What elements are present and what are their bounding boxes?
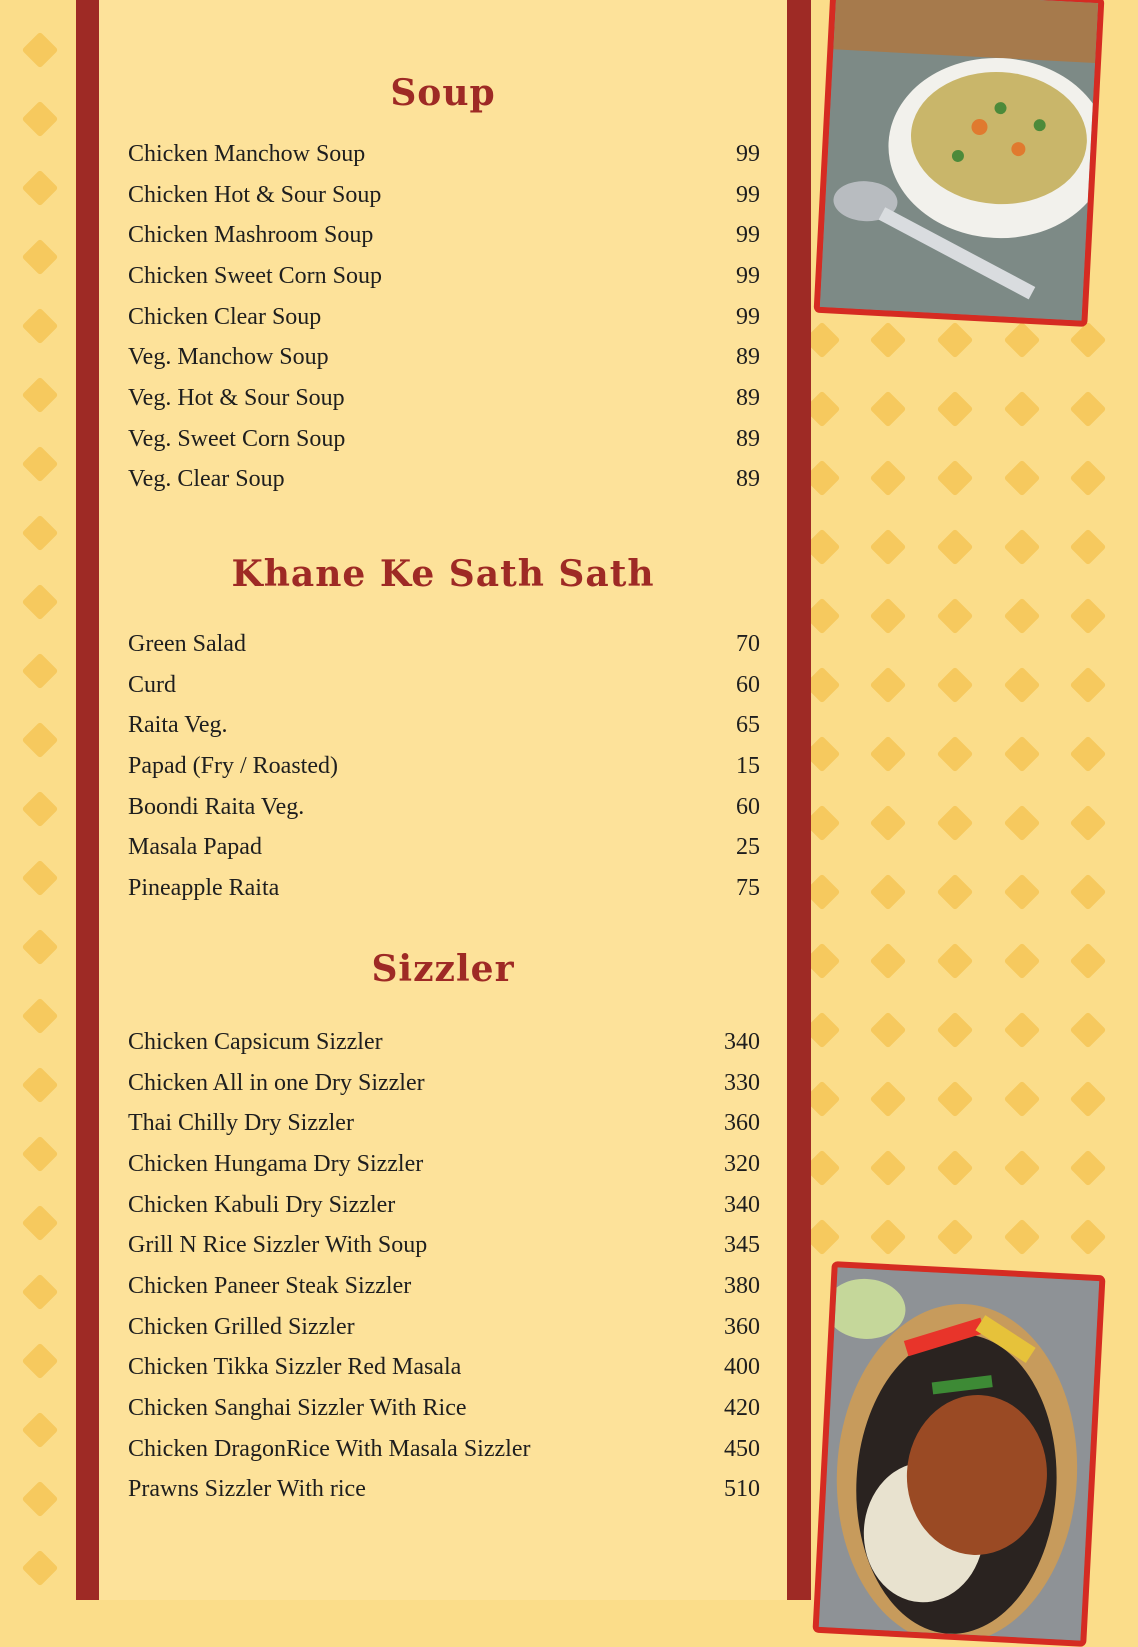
menu-item-price: 360 [724, 1110, 760, 1137]
menu-item-name: Veg. Sweet Corn Soup [128, 425, 346, 452]
menu-item-row [128, 1022, 760, 1063]
diamond-shape [22, 1205, 59, 1242]
diamond-shape [870, 805, 907, 842]
menu-item-row [128, 297, 760, 338]
menu-item-name: Chicken Clear Soup [128, 303, 322, 330]
diamond-shape [870, 322, 907, 359]
menu-item-row [128, 337, 760, 378]
soup-items [128, 134, 760, 500]
diamond-shape [1070, 598, 1107, 635]
menu-item-price: 15 [736, 752, 760, 779]
menu-item-row [128, 1348, 760, 1389]
diamond-shape [937, 322, 974, 359]
menu-item-name: Chicken Hot & Sour Soup [128, 181, 382, 208]
section-title-soup: Soup [390, 72, 496, 114]
menu-item-name: Chicken Grilled Sizzler [128, 1313, 355, 1340]
diamond-shape [1004, 1081, 1041, 1118]
menu-item-price: 330 [724, 1069, 760, 1096]
diamond-shape [1004, 322, 1041, 359]
menu-item-price: 60 [736, 793, 760, 820]
diamond-shape [1004, 598, 1041, 635]
menu-item-price: 60 [736, 671, 760, 698]
diamond-shape [1004, 667, 1041, 704]
diamond-shape [937, 805, 974, 842]
menu-item-price: 420 [724, 1395, 760, 1422]
menu-item-row [128, 419, 760, 460]
menu-item-price: 345 [724, 1232, 760, 1259]
section-title-khane: Khane Ke Sath Sath [231, 553, 655, 595]
menu-item-row [128, 134, 760, 175]
menu-item-name: Pineapple Raita [128, 874, 280, 901]
diamond-shape [1004, 943, 1041, 980]
menu-item-price: 25 [736, 834, 760, 861]
menu-item-row [128, 1388, 760, 1429]
diamond-shape [22, 1481, 59, 1518]
diamond-shape [937, 736, 974, 773]
diamond-shape [870, 598, 907, 635]
diamond-shape [22, 1550, 59, 1587]
menu-item-price: 99 [736, 303, 760, 330]
menu-item-price: 340 [724, 1028, 760, 1055]
diamond-shape [937, 1081, 974, 1118]
diamond-shape [22, 998, 59, 1035]
diamond-shape [937, 598, 974, 635]
soup-bowl-illustration [820, 0, 1098, 321]
diamond-shape [1004, 1012, 1041, 1049]
menu-item-row [128, 1266, 760, 1307]
diamond-shape [22, 653, 59, 690]
menu-item-name: Veg. Manchow Soup [128, 344, 329, 371]
diamond-shape [22, 308, 59, 345]
diamond-shape [937, 1150, 974, 1187]
menu-item-price: 99 [736, 140, 760, 167]
diamond-shape [1070, 736, 1107, 773]
diamond-shape [1004, 736, 1041, 773]
diamond-shape [870, 1012, 907, 1049]
menu-item-name: Chicken Tikka Sizzler Red Masala [128, 1354, 462, 1381]
section-title-sizzler: Sizzler [371, 948, 515, 990]
right-red-border [787, 0, 811, 1600]
menu-item-name: Papad (Fry / Roasted) [128, 752, 338, 779]
sizzler-items [128, 1022, 760, 1510]
diamond-shape [937, 460, 974, 497]
menu-item-name: Prawns Sizzler With rice [128, 1476, 366, 1503]
khane-items [128, 624, 760, 909]
menu-item-name: Green Salad [128, 630, 246, 657]
diamond-shape [1070, 391, 1107, 428]
diamond-shape [1004, 874, 1041, 911]
diamond-shape [937, 943, 974, 980]
diamond-shape [870, 460, 907, 497]
diamond-shape [1070, 460, 1107, 497]
menu-item-row [128, 1063, 760, 1104]
menu-item-row [128, 256, 760, 297]
diamond-shape [22, 1412, 59, 1449]
diamond-shape [22, 446, 59, 483]
menu-item-name: Grill N Rice Sizzler With Soup [128, 1232, 428, 1259]
left-red-border [76, 0, 99, 1600]
diamond-shape [870, 943, 907, 980]
menu-item-row [128, 215, 760, 256]
menu-item-name: Veg. Hot & Sour Soup [128, 384, 345, 411]
diamond-shape [937, 391, 974, 428]
menu-item-row [128, 624, 760, 665]
diamond-shape [1070, 322, 1107, 359]
diamond-shape [1070, 1219, 1107, 1256]
menu-item-row [128, 1225, 760, 1266]
menu-item-price: 70 [736, 630, 760, 657]
menu-item-row [128, 1185, 760, 1226]
diamond-shape [1070, 667, 1107, 704]
diamond-shape [937, 1219, 974, 1256]
diamond-shape [1070, 1012, 1107, 1049]
diamond-shape [870, 391, 907, 428]
menu-item-name: Chicken Kabuli Dry Sizzler [128, 1191, 396, 1218]
diamond-shape [1070, 529, 1107, 566]
menu-item-name: Raita Veg. [128, 712, 228, 739]
soup-bowl-photo [814, 0, 1105, 327]
diamond-shape [22, 1067, 59, 1104]
menu-item-price: 400 [724, 1354, 760, 1381]
diamond-shape [870, 736, 907, 773]
diamond-shape [1004, 1150, 1041, 1187]
menu-item-row [128, 787, 760, 828]
diamond-shape [22, 377, 59, 414]
diamond-shape [1004, 1219, 1041, 1256]
diamond-shape [1070, 1150, 1107, 1187]
menu-item-row [128, 1103, 760, 1144]
menu-item-price: 380 [724, 1272, 760, 1299]
menu-item-price: 65 [736, 712, 760, 739]
diamond-shape [22, 170, 59, 207]
diamond-shape [22, 1274, 59, 1311]
diamond-shape [22, 860, 59, 897]
menu-item-name: Chicken Hungama Dry Sizzler [128, 1150, 424, 1177]
menu-item-name: Boondi Raita Veg. [128, 793, 305, 820]
menu-item-name: Chicken Sweet Corn Soup [128, 262, 382, 289]
diamond-shape [1004, 529, 1041, 566]
diamond-shape [1070, 1081, 1107, 1118]
menu-item-price: 340 [724, 1191, 760, 1218]
menu-item-row [128, 746, 760, 787]
menu-item-row [128, 705, 760, 746]
sizzler-illustration [819, 1267, 1099, 1640]
menu-item-name: Chicken Sanghai Sizzler With Rice [128, 1395, 467, 1422]
menu-item-row [128, 460, 760, 501]
diamond-shape [870, 1150, 907, 1187]
diamond-shape [22, 722, 59, 759]
menu-item-name: Chicken Manchow Soup [128, 140, 366, 167]
menu-item-row [128, 665, 760, 706]
diamond-shape [1004, 460, 1041, 497]
sizzler-plate-photo [812, 1261, 1105, 1647]
diamond-shape [1004, 391, 1041, 428]
menu-item-row [128, 1144, 760, 1185]
diamond-shape [1004, 805, 1041, 842]
diamond-shape [937, 667, 974, 704]
menu-item-name: Curd [128, 671, 176, 698]
menu-item-price: 89 [736, 425, 760, 452]
diamond-shape [937, 529, 974, 566]
menu-item-price: 75 [736, 874, 760, 901]
diamond-shape [22, 1343, 59, 1380]
menu-item-row [128, 1429, 760, 1470]
menu-item-row [128, 827, 760, 868]
menu-item-row [128, 175, 760, 216]
menu-item-row [128, 1470, 760, 1511]
diamond-shape [22, 929, 59, 966]
diamond-shape [937, 874, 974, 911]
menu-item-name: Chicken All in one Dry Sizzler [128, 1069, 425, 1096]
menu-item-name: Chicken Mashroom Soup [128, 222, 374, 249]
diamond-shape [1070, 805, 1107, 842]
diamond-shape [22, 791, 59, 828]
menu-item-price: 89 [736, 466, 760, 493]
menu-item-price: 320 [724, 1150, 760, 1177]
diamond-shape [22, 239, 59, 276]
diamond-shape [870, 667, 907, 704]
menu-item-row [128, 868, 760, 909]
menu-item-row [128, 378, 760, 419]
menu-item-name: Masala Papad [128, 834, 262, 861]
menu-item-name: Thai Chilly Dry Sizzler [128, 1110, 354, 1137]
menu-item-price: 360 [724, 1313, 760, 1340]
diamond-shape [870, 1081, 907, 1118]
menu-item-price: 99 [736, 181, 760, 208]
diamond-shape [1070, 874, 1107, 911]
menu-item-price: 89 [736, 344, 760, 371]
menu-item-price: 510 [724, 1476, 760, 1503]
menu-item-price: 99 [736, 262, 760, 289]
menu-item-price: 450 [724, 1435, 760, 1462]
menu-item-name: Chicken Paneer Steak Sizzler [128, 1272, 412, 1299]
diamond-shape [22, 32, 59, 69]
menu-item-name: Chicken DragonRice With Masala Sizzler [128, 1435, 531, 1462]
menu-item-name: Veg. Clear Soup [128, 466, 285, 493]
diamond-shape [937, 1012, 974, 1049]
diamond-shape [22, 1136, 59, 1173]
diamond-shape [870, 874, 907, 911]
menu-item-price: 99 [736, 222, 760, 249]
menu-item-name: Chicken Capsicum Sizzler [128, 1028, 383, 1055]
diamond-shape [22, 515, 59, 552]
menu-item-price: 89 [736, 384, 760, 411]
diamond-shape [1070, 943, 1107, 980]
diamond-shape [22, 584, 59, 621]
diamond-shape [22, 101, 59, 138]
menu-item-row [128, 1307, 760, 1348]
diamond-shape [870, 1219, 907, 1256]
diamond-shape [870, 529, 907, 566]
